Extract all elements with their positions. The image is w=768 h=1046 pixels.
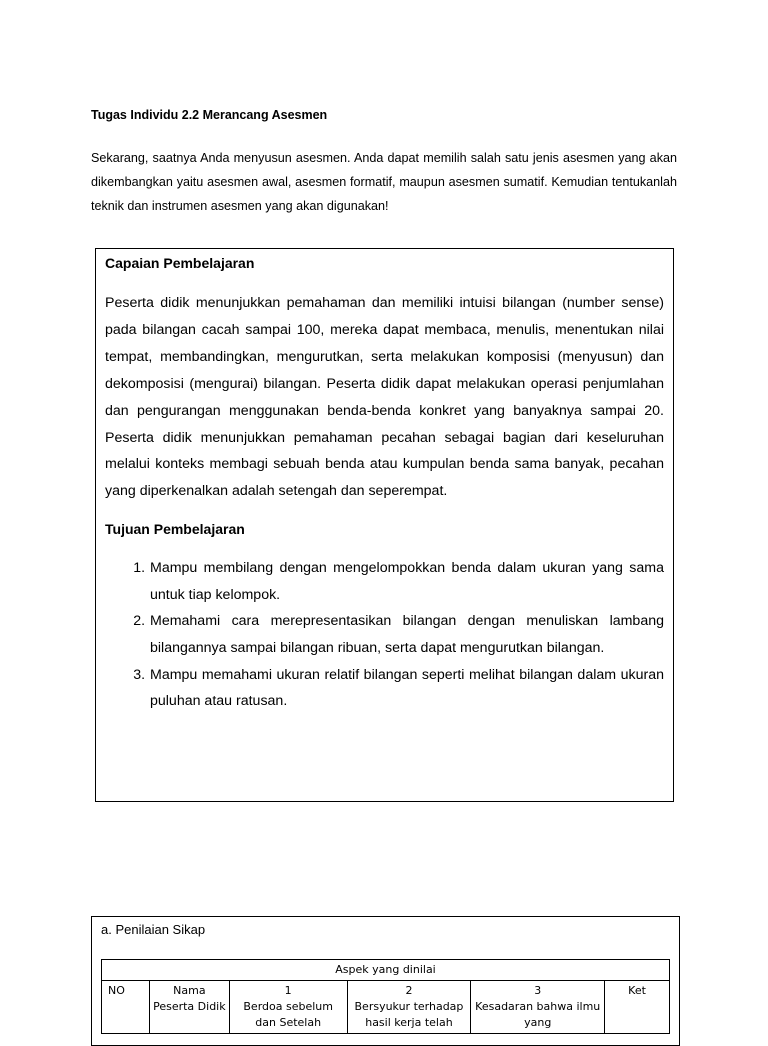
tujuan-pembelajaran-list [105, 555, 664, 715]
task-title: Tugas Individu 2.2 Merancang Asesmen [91, 108, 328, 122]
attitude-assessment-table [101, 959, 670, 1034]
capaian-pembelajaran-heading: Capaian Pembelajaran [105, 255, 255, 271]
list-item: 2. Memahami cara merepresentasikan bilangan dengan menuliskan lambang bilangannya sampai bilangan ribuan, serta dapat mengurutkan bilangan. [149, 608, 664, 661]
table-group-header-row [102, 960, 670, 981]
column-aspect-3 [471, 981, 605, 1034]
column-ket: Ket [605, 981, 670, 1034]
section-label: a. Penilaian Sikap [101, 922, 206, 937]
aspect-2-number: 2 [405, 984, 413, 997]
aspect-1-number: 1 [284, 984, 292, 997]
column-no: NO [102, 981, 150, 1034]
learning-outcomes-box [95, 248, 674, 802]
column-student-name: Nama Peserta Didik [149, 981, 229, 1034]
table-header-row [102, 981, 670, 1034]
aspect-3-label: Kesadaran bahwa ilmu yang [475, 1000, 601, 1029]
column-aspect-1 [229, 981, 347, 1034]
attitude-assessment-box [91, 916, 680, 1046]
task-intro: Sekarang, saatnya Anda menyusun asesmen. Anda dapat memilih salah satu jenis asesmen yang akan dikembangkan yaitu asesmen awal, asesmen formatif, maupun asesmen sumatif. Kemudian tentukanlah teknik dan instrumen asesmen yang akan digunakan! [91, 151, 677, 213]
aspect-3-number: 3 [534, 984, 542, 997]
list-item: 1. Mampu membilang dengan mengelompokkan benda dalam ukuran yang sama untuk tiap kelompok. [149, 555, 664, 608]
list-item: 3. Mampu memahami ukuran relatif bilangan seperti melihat bilangan dalam ukuran puluhan atau ratusan. [149, 662, 664, 715]
capaian-pembelajaran-text: Peserta didik menunjukkan pemahaman dan memiliki intuisi bilangan (number sense) pada bilangan cacah sampai 100, mereka dapat membaca, menulis, menentukan nilai tempat, membandingkan, mengurutkan, serta melakukan komposisi (menyusun) dan dekomposisi (mengurai) bilangan. Peserta didik dapat melakukan operasi penjumlahan dan pengurangan menggunakan benda-benda konkret yang banyaknya sampai 20. Peserta didik menunjukkan pemahaman pecahan sebagai bagian dari keseluruhan melalui konteks membagi sebuah benda atau kumpulan benda sama banyak, pecahan yang diperkenalkan adalah setengah dan seperempat. [105, 295, 664, 500]
column-aspect-2 [347, 981, 471, 1034]
aspect-group-header: Aspek yang dinilai [102, 960, 670, 981]
aspect-2-label: Bersyukur terhadap hasil kerja telah [354, 1000, 464, 1029]
tujuan-pembelajaran-heading: Tujuan Pembelajaran [105, 521, 245, 538]
aspect-1-label: Berdoa sebelum dan Setelah [243, 1000, 333, 1029]
